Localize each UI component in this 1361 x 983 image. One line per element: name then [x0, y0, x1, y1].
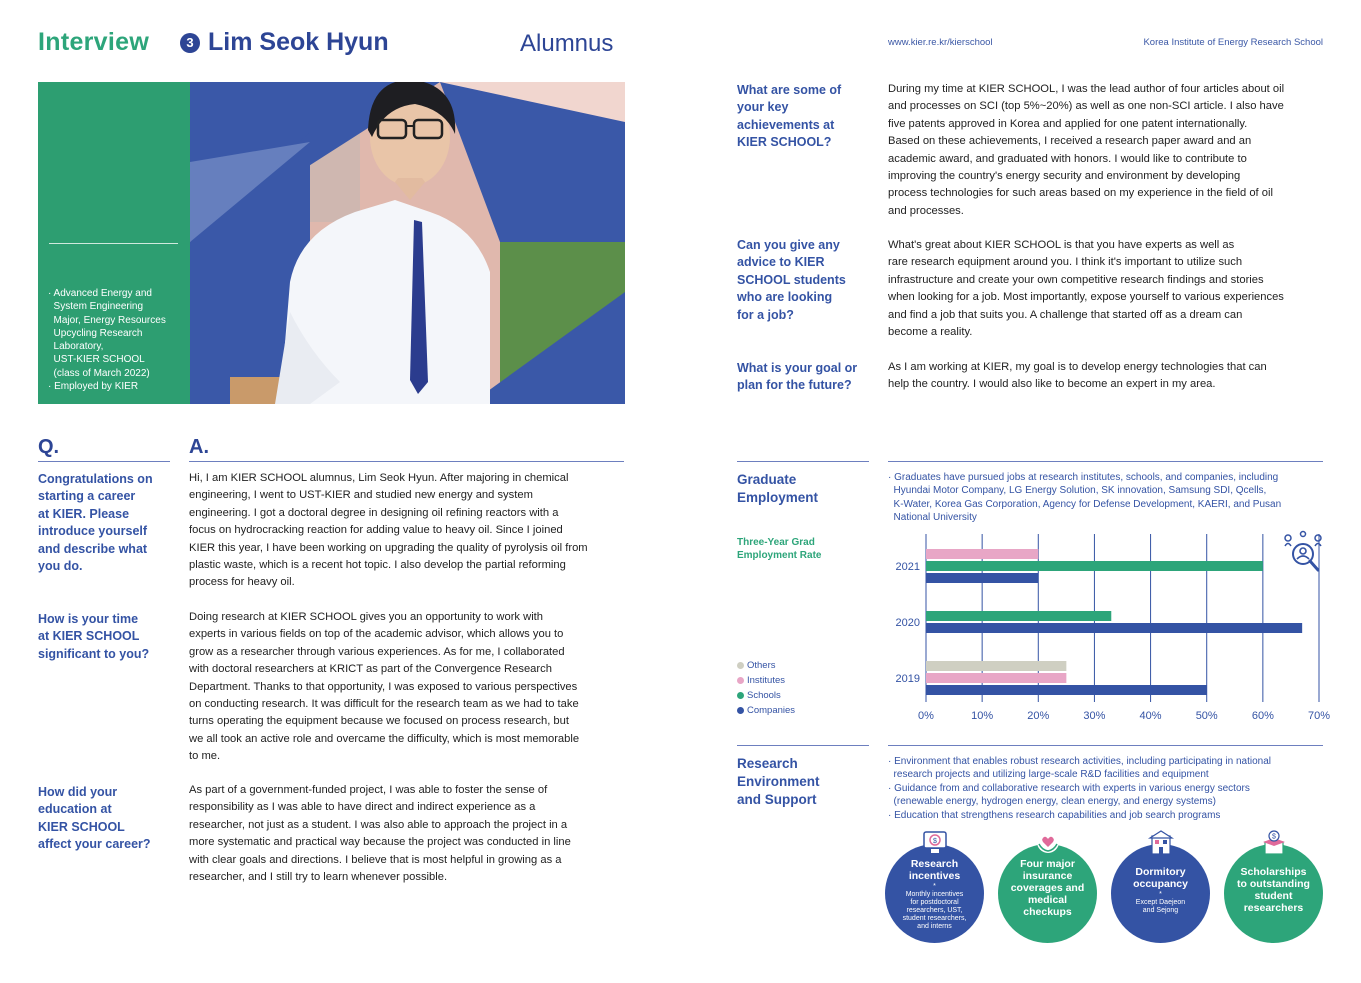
benefit-subtitle: * Except Daejeon and Sejong: [1135, 891, 1186, 914]
bar-companies: [926, 623, 1302, 633]
benefit-dormitory: [1111, 844, 1210, 943]
benefit-title: Research incentives: [908, 858, 961, 882]
svg-text:$: $: [932, 838, 937, 845]
research-env-bullets: · Environment that enables robust research activities, including participating in national research projects and utilizing large-scale R&D facilities and equipment · Guidance from and collaborative research with experts in various energy sectors (renewable energy, hydrogen energy, clean energy, and energy systems) · Education that strengthens research capabilities and job search programs: [888, 756, 1271, 821]
bar-companies: [926, 685, 1207, 695]
question-2: How is your time at KIER SCHOOL significant to you?: [38, 612, 150, 661]
question-3: How did your education at KIER SCHOOL affect your career?: [38, 785, 151, 852]
legend-label: Institutes: [747, 675, 786, 686]
benefit-subtitle: * Monthly incentives for postdoctoral researchers, UST, student researchers, and interns: [902, 883, 967, 930]
legend-item: [737, 675, 795, 686]
divider: [888, 745, 1323, 746]
benefit-research-incentives: [885, 838, 984, 943]
divider: [737, 461, 869, 462]
divider: [189, 461, 624, 462]
question-1: Congratulations on starting a career at KIER. Please introduce yourself and describe what you do.: [38, 472, 153, 574]
interview-number-badge: 3: [180, 33, 200, 53]
x-tick-label: 50%: [1195, 710, 1218, 722]
answers-header: A.: [189, 436, 209, 458]
profile-line: System Engineering: [48, 301, 144, 313]
chart-legend: [737, 660, 795, 716]
legend-label: Companies: [747, 705, 796, 716]
benefit-insurance: [998, 844, 1097, 943]
profile-info: [48, 287, 188, 393]
legend-swatch: [737, 692, 744, 699]
profile-line: (class of March 2022): [48, 367, 150, 379]
legend-swatch: [737, 707, 744, 714]
divider: [888, 461, 1323, 462]
money-box-icon: [1260, 830, 1288, 856]
legend-label: Schools: [747, 690, 781, 701]
legend-swatch: [737, 677, 744, 684]
research-env-title: Research Environment and Support: [737, 756, 820, 807]
divider: [38, 461, 170, 462]
bar-institutes: [926, 549, 1038, 559]
x-tick-label: 70%: [1307, 710, 1331, 722]
questions-header: Q.: [38, 436, 60, 458]
legend-item: [737, 690, 795, 701]
benefit-title: Dormitory occupancy: [1133, 866, 1188, 890]
category-label: 2021: [895, 561, 920, 573]
graduate-employment-title: Graduate Employment: [737, 472, 819, 505]
benefit-title: Scholarships to outstanding student researchers: [1237, 866, 1310, 914]
bar-schools: [926, 561, 1263, 571]
profile-line: · Employed by KIER: [48, 381, 139, 393]
people-search-icon: [1282, 530, 1324, 574]
answer-5: What's great about KIER SCHOOL is that you have experts as well as rare research equipment around you. I think it's important to utilize such infrastructure and create your own competitive research findings and stories when looking for a job. Most importantly, expose yourself to various experiences and find a job that suits you. A challenge that started off as a dream can become a reality.: [888, 239, 1284, 339]
x-tick-label: 20%: [1027, 710, 1050, 722]
employment-chart: [880, 530, 1340, 730]
profile-line: · Advanced Energy and: [48, 288, 152, 299]
divider: [737, 745, 869, 746]
x-tick-label: 60%: [1251, 710, 1274, 722]
category-label: 2020: [895, 617, 920, 629]
x-tick-label: 30%: [1083, 710, 1106, 722]
bar-schools: [926, 611, 1111, 621]
question-6: What is your goal or plan for the future?: [737, 361, 858, 393]
heart-hands-icon: [1034, 830, 1062, 856]
institution-name: Korea Institute of Energy Research School: [1143, 37, 1323, 48]
answer-1: Hi, I am KIER SCHOOL alumnus, Lim Seok Hyun. After majoring in chemical engineering, I went to UST-KIER and studied new energy and system engineering. I got a doctoral degree in designing oil refining reactors with a focus on hydrocracking reaction for adding value to heavy oil. Since I joined KIER this year, I have been working on upgrading the quality of pyrolysis oil from plastic waste, which is a recent hot topic. I also develop the partial reforming process for heavy oil.: [189, 472, 588, 589]
building-icon: [1147, 830, 1175, 856]
interview-title: Interview: [38, 28, 150, 56]
legend-label: Others: [747, 660, 776, 671]
svg-text:$: $: [1271, 833, 1276, 841]
question-5: Can you give any advice to KIER SCHOOL students who are looking for a job?: [737, 238, 846, 322]
profile-panel: [38, 82, 190, 404]
legend-item: [737, 705, 795, 716]
x-tick-label: 0%: [918, 710, 934, 722]
benefit-scholarships: [1224, 833, 1323, 943]
legend-swatch: [737, 662, 744, 669]
question-4: What are some of your key achievements at KIER SCHOOL?: [737, 83, 842, 150]
portrait-photo: [190, 82, 625, 404]
bar-companies: [926, 573, 1038, 583]
profile-line: Upcycling Research: [48, 327, 143, 339]
profile-line: Major, Energy Resources: [48, 314, 166, 326]
answer-3: As part of a government-funded project, I was able to foster the sense of responsibility as I was able to have direct and indirect experience as a researcher, not just as a student. I was also able to approach the project in a more systematic and practical way because the project was conducted in line with clear goals and directions. I believe that is most helpful in growing as a researcher, and I still try to learn whenever possible.: [189, 784, 571, 884]
answer-4: During my time at KIER SCHOOL, I was the lead author of four articles about oil and processes on SCI (top 5%~20%) as well as one non-SCI article. I also have five patents approved in Korea and applied for one patent internationally. Based on these achievements, I received a research paper award and an academic award, and graduated with honors. I would like to contribute to improving the country's energy security and environment by developing process technologies for such areas based on my experience in the field of oil and processes.: [888, 83, 1285, 217]
benefit-title: Four major insurance coverages and medical checkups: [1010, 858, 1085, 918]
bar-institutes: [926, 673, 1066, 683]
bar-others: [926, 661, 1066, 671]
profile-line: Laboratory,: [48, 341, 104, 353]
x-tick-label: 40%: [1139, 710, 1162, 722]
legend-item: [737, 660, 795, 671]
answer-6: As I am working at KIER, my goal is to develop energy technologies that can help the country. I would also like to become an expert in my area.: [888, 361, 1267, 391]
profile-banner: [38, 82, 625, 404]
graduate-employment-note: · Graduates have pursued jobs at research institutes, schools, and companies, including Hyundai Motor Company, LG Energy Solution, SK innovation, Samsung SDI, Qcells, K-Water, Korea Gas Corporation, Agency for Defense Development, KAERI, and Pusan National University: [888, 472, 1282, 524]
divider: [49, 243, 178, 244]
chart-title: Three-Year Grad Employment Rate: [737, 537, 822, 561]
interviewee-name: Lim Seok Hyun: [208, 28, 389, 56]
website-url[interactable]: www.kier.re.kr/kierschool: [888, 37, 993, 48]
x-tick-label: 10%: [971, 710, 994, 722]
profile-line: UST-KIER SCHOOL: [48, 354, 145, 366]
interviewee-role: Alumnus: [520, 30, 614, 57]
category-label: 2019: [895, 673, 920, 685]
money-screen-icon: [921, 830, 949, 856]
interviewee-heading: [180, 28, 389, 57]
answer-2: Doing research at KIER SCHOOL gives you an opportunity to work with experts in various fields on top of the academic advisor, which allows you to grow as a researcher through various experiences. As for me, I collaborated with doctoral researchers at KRICT as part of the Convergence Research Department. Thanks to that opportunity, I was exposed to various perspectives on conducting research. It was difficult for the research team as we had to take turns operating the equipment because we focused on process research, but we all took an active role and overcame the difficulty, which is most memorable to me.: [189, 611, 580, 763]
